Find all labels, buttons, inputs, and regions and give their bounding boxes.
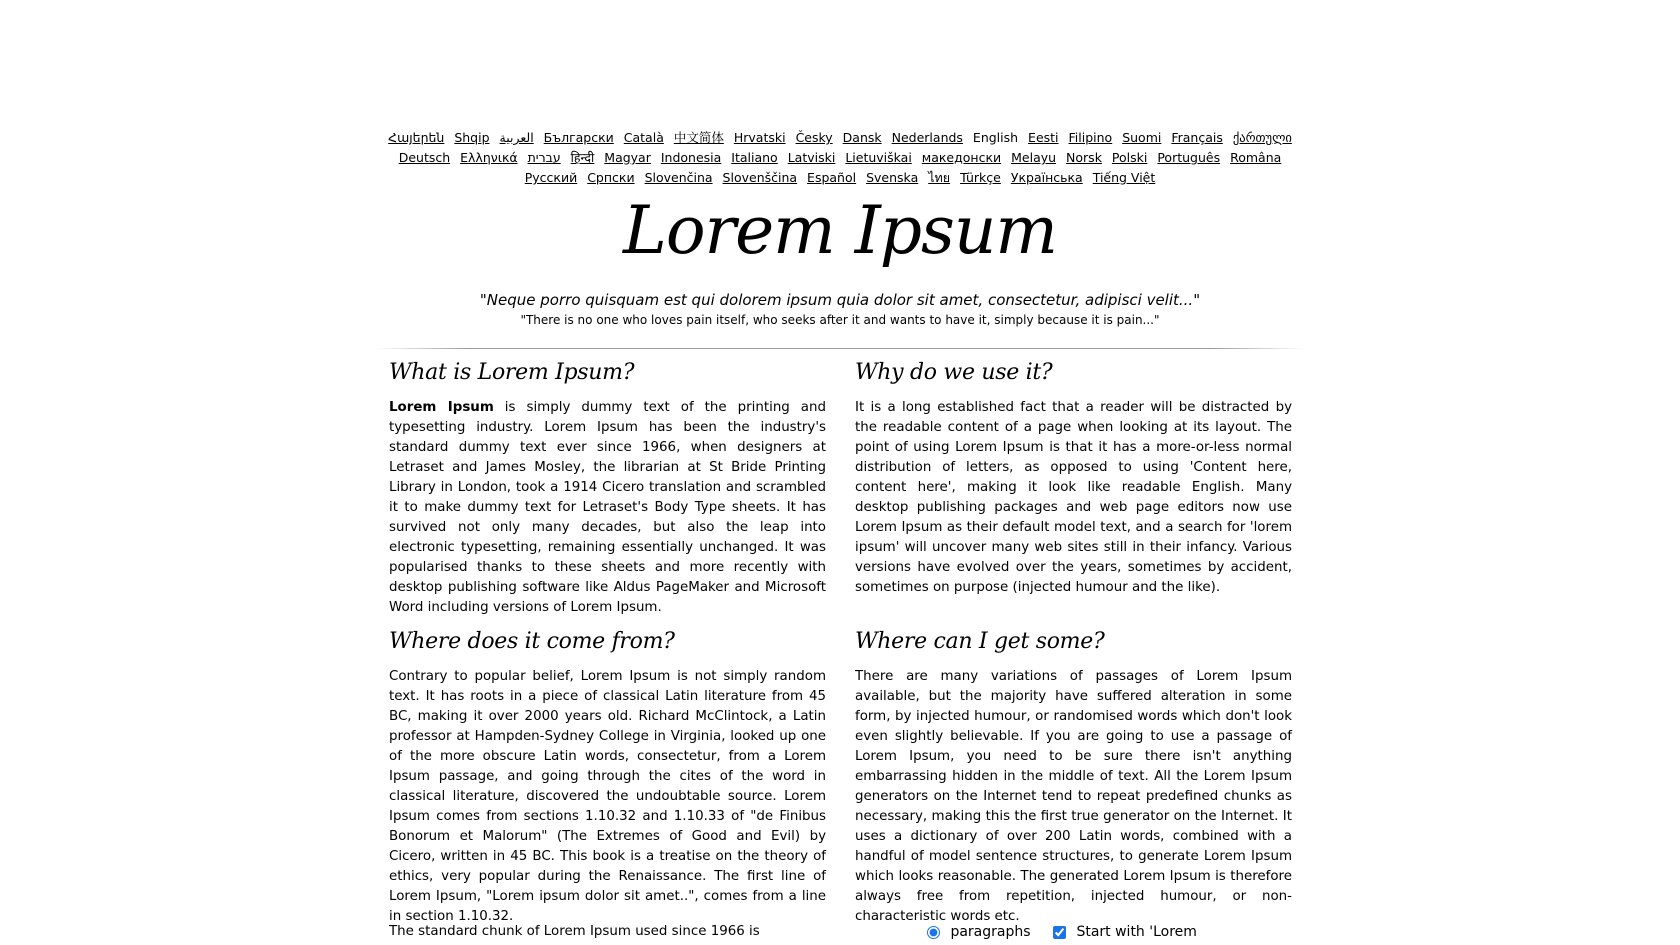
language-link[interactable]: Melayu: [1011, 150, 1057, 165]
section-where-from: [389, 627, 826, 924]
language-link[interactable]: Català: [623, 130, 664, 145]
language-link[interactable]: Українська: [1010, 170, 1083, 185]
paragraphs-radio[interactable]: [927, 926, 940, 939]
language-link[interactable]: Lietuviškai: [845, 150, 912, 165]
section-where-get: [855, 627, 1292, 924]
section-why-use: [855, 358, 1292, 595]
section-what-is: [389, 358, 826, 615]
language-link[interactable]: македонски: [921, 150, 1002, 165]
standard-chunk-paragraph: The standard chunk of Lorem Ipsum used since 1966 is: [389, 924, 760, 939]
start-with-lorem-checkbox[interactable]: [1053, 926, 1066, 939]
language-link[interactable]: Türkçe: [960, 170, 1001, 185]
section-body: Contrary to popular belief, Lorem Ipsum is not simply random text. It has roots in a piece of classical Latin literature from 45 BC, making it over 2000 years old. Richard McClintock, a Latin professor at Hampden-Sydney College in Virginia, looked up one of the more obscure Latin words, consectetur, from a Lorem Ipsum passage, and going through the cites of the word in classical literature, discovered the undoubtable source. Lorem Ipsum comes from sections 1.10.32 and 1.10.33 of "de Finibus Bonorum et Malorum" (The Extremes of Good and Evil) by Cicero, written in 45 BC. This book is a treatise on the theory of ethics, very popular during the Renaissance. The first line of Lorem Ipsum, "Lorem ipsum dolor sit amet..", comes from a line in section 1.10.32.: [389, 669, 826, 924]
language-link[interactable]: Pyccкий: [524, 170, 578, 185]
language-link: English: [972, 130, 1019, 145]
section-heading: Why do we use it?: [855, 360, 1053, 385]
language-link[interactable]: Slovenščina: [722, 170, 798, 185]
language-link[interactable]: Shqip: [454, 130, 490, 145]
language-link[interactable]: Hrvatski: [733, 130, 786, 145]
language-link[interactable]: Slovenčina: [644, 170, 713, 185]
body-text: is simply dummy text of the printing and typesetting industry. Lorem Ipsum has been the industry's standard dummy text ever since 1966, when designers at Letraset and James Mosley, the librarian at St Bride Printing Library in London, took a 1914 Cicero translation and scrambled it to make dummy text for Letraset's Body Type sheets. It has survived not only many decades, but also the leap into electronic typesetting, remaining essentially unchanged. It was popularised thanks to these sheets and more recently with desktop publishing software like Aldus PageMaker and Microsoft Word including versions of Lorem Ipsum.: [389, 400, 826, 615]
section-heading: What is Lorem Ipsum?: [389, 360, 635, 385]
language-link[interactable]: Српски: [587, 170, 635, 185]
language-link[interactable]: Español: [807, 170, 857, 185]
lead-bold: Lorem Ipsum: [389, 400, 494, 415]
language-link[interactable]: Indonesia: [660, 150, 722, 165]
section-body: There are many variations of passages of Lorem Ipsum available, but the majority have suffered alteration in some form, by injected humour, or randomised words which don't look even slightly believable. If you are going to use a passage of Lorem Ipsum, you need to be sure there isn't anything embarrassing hidden in the middle of text. All the Lorem Ipsum generators on the Internet tend to repeat predefined chunks as necessary, making this the first true generator on the Internet. It uses a dictionary of over 200 Latin words, combined with a handful of model sentence structures, to generate Lorem Ipsum which looks reasonable. The generated Lorem Ipsum is therefore always free from repetition, injected humour, or non-characteristic words etc.: [855, 669, 1292, 924]
language-link[interactable]: Հայերեն: [388, 130, 445, 145]
language-link[interactable]: Suomi: [1122, 130, 1162, 145]
page-title: Lorem Ipsum: [622, 192, 1058, 269]
tagline-english: "There is no one who loves pain itself, who seeks after it and wants to have it, simply because it is pain...": [520, 313, 1160, 327]
language-link[interactable]: Dansk: [842, 130, 882, 145]
language-link[interactable]: Norsk: [1066, 150, 1102, 165]
language-link[interactable]: ქართული: [1232, 130, 1292, 145]
language-bar: [384, 128, 1296, 188]
section-heading: Where can I get some?: [855, 629, 1105, 654]
section-body: It is a long established fact that a reader will be distracted by the readable content of a page when looking at its layout. The point of using Lorem Ipsum is that it has a more-or-less normal distribution of letters, as opposed to using 'Content here, content here', making it look like readable English. Many desktop publishing packages and web page editors now use Lorem Ipsum as their default model text, and a search for 'lorem ipsum' will uncover many web sites still in their infancy. Various versions have evolved over the years, sometimes by accident, sometimes on purpose (injected humour and the like).: [855, 400, 1292, 595]
language-link[interactable]: Français: [1171, 130, 1223, 145]
tagline-latin: "Neque porro quisquam est qui dolorem ipsum quia dolor sit amet, consectetur, adipisci velit...": [479, 291, 1201, 309]
language-link[interactable]: Româna: [1230, 150, 1282, 165]
start-with-lorem-label: Start with 'Lorem: [1076, 924, 1197, 940]
language-link[interactable]: Svenska: [866, 170, 919, 185]
language-link[interactable]: Nederlands: [891, 130, 963, 145]
language-link[interactable]: Italiano: [731, 150, 778, 165]
language-link[interactable]: Filipino: [1068, 130, 1113, 145]
language-link[interactable]: Česky: [795, 130, 833, 145]
language-link[interactable]: 中文简体: [673, 130, 724, 145]
language-link[interactable]: Polski: [1111, 150, 1148, 165]
section-heading: Where does it come from?: [389, 629, 675, 654]
language-link[interactable]: Eesti: [1028, 130, 1059, 145]
language-link[interactable]: Български: [543, 130, 614, 145]
language-link[interactable]: Ελληνικά: [460, 150, 518, 165]
section-body: [389, 398, 826, 618]
language-link[interactable]: Tiếng Việt: [1092, 170, 1156, 185]
language-link[interactable]: Português: [1157, 150, 1221, 165]
paragraphs-label: paragraphs: [950, 924, 1031, 940]
language-link[interactable]: हिन्दी: [570, 150, 595, 165]
language-link[interactable]: עברית: [527, 150, 561, 165]
start-with-lorem-option[interactable]: [1053, 922, 1197, 942]
language-link[interactable]: ไทย: [928, 170, 951, 185]
language-link[interactable]: Magyar: [604, 150, 651, 165]
language-link[interactable]: العربية: [499, 130, 534, 145]
language-link[interactable]: Deutsch: [398, 150, 451, 165]
divider: [376, 348, 1304, 349]
paragraphs-option[interactable]: [927, 922, 1031, 942]
language-link[interactable]: Latviski: [787, 150, 836, 165]
